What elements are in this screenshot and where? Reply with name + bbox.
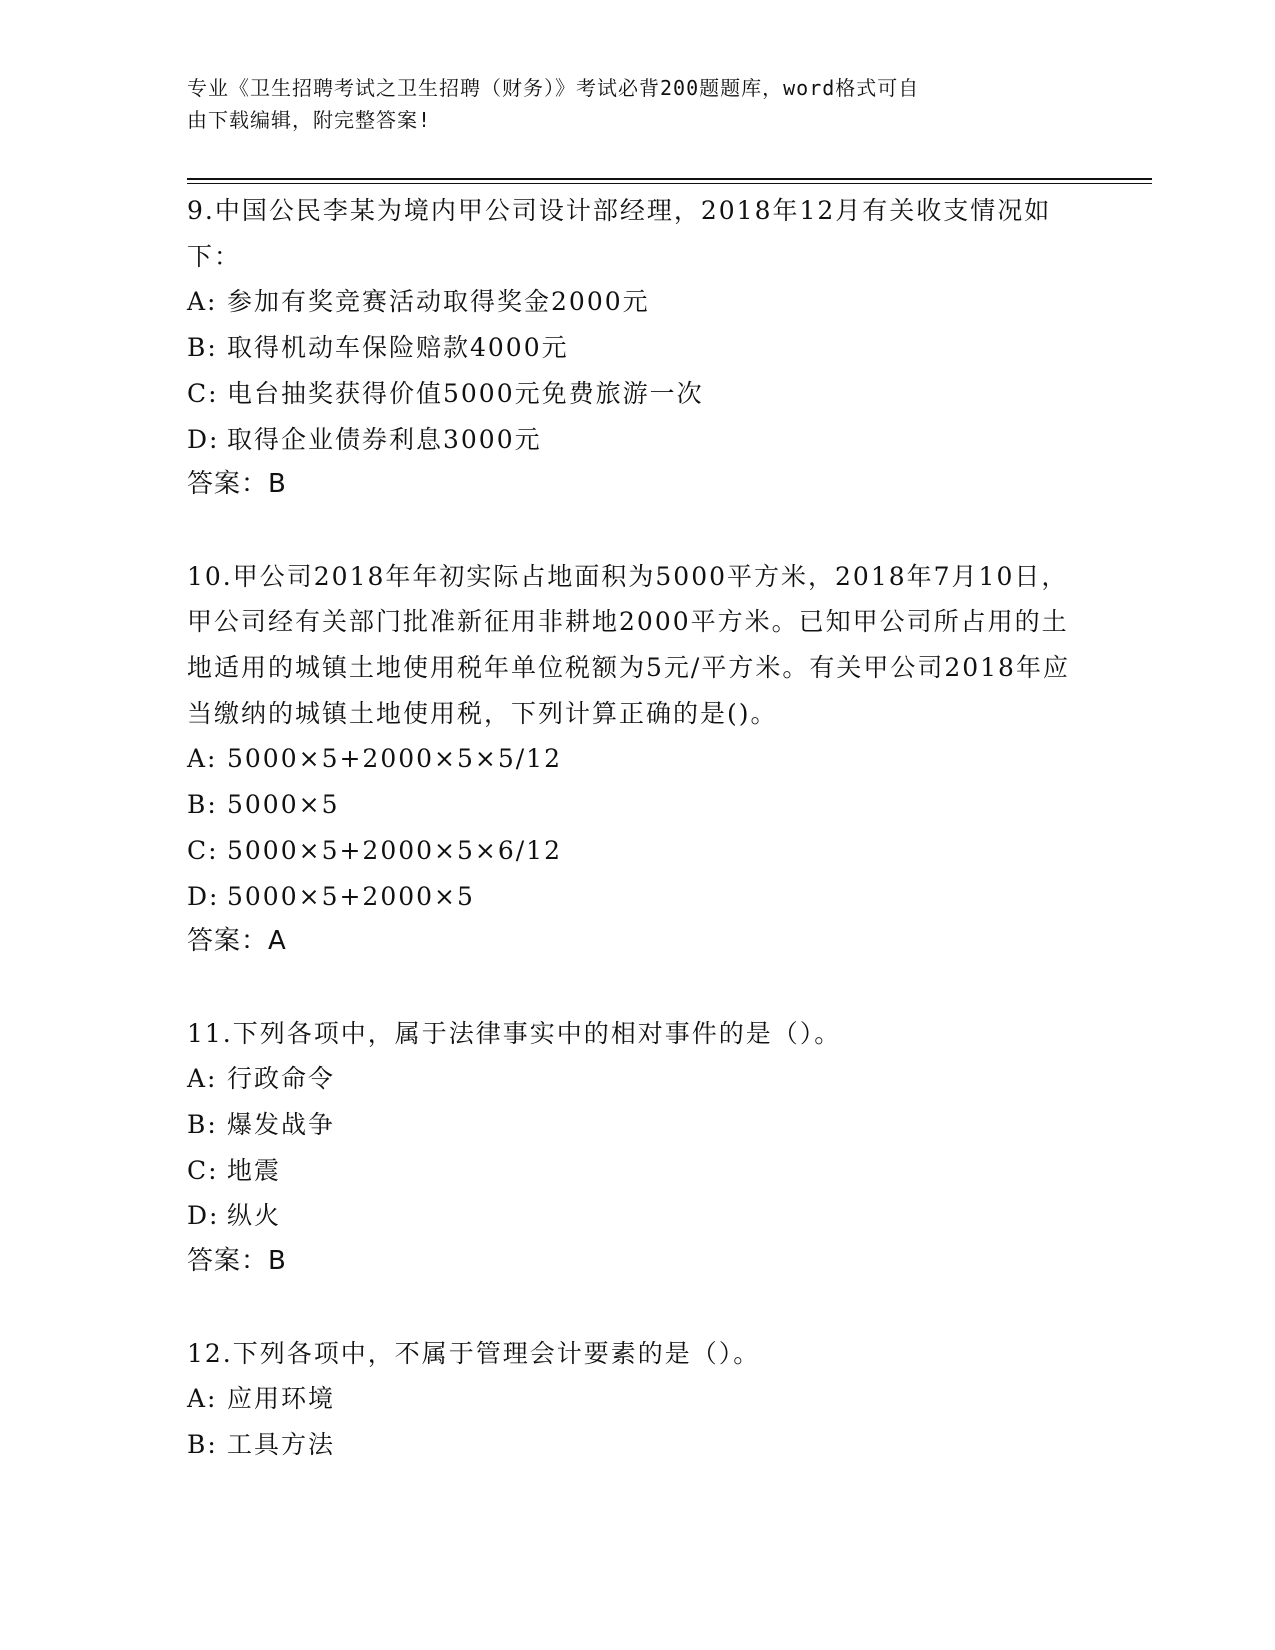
question-stem: 10.甲公司2018年年初实际占地面积为5000平方米，2018年7月10日，甲公司经有关部门批准新征用非耕地2000平方米。已知甲公司所占用的土地适用的城镇土地使用税年单位税额为5元/平方米。有关甲公司2018年应当缴纳的城镇土地使用税，下列计算正确的是()。 (187, 561, 1070, 728)
question-list (187, 188, 1087, 1468)
option-text: 取得企业债券利息3000元 (227, 424, 542, 454)
option-text: 地震 (227, 1155, 282, 1185)
option-letter: D: (187, 424, 220, 454)
option-b (187, 1422, 1087, 1468)
option-text: 工具方法 (227, 1429, 336, 1459)
option-letter: B: (187, 1110, 218, 1140)
question-spacer (187, 965, 1087, 1011)
question-stem: 9.中国公民李某为境内甲公司设计部经理，2018年12月有关收支情况如下： (187, 196, 1052, 271)
option-a (187, 1376, 1087, 1422)
option-letter: A: (187, 287, 218, 317)
option-a (187, 279, 1087, 325)
header-title-line-1: 专业《卫生招聘考试之卫生招聘（财务）》考试必背200题题库，word格式可自 (187, 76, 920, 100)
option-c (187, 828, 1087, 874)
option-text: 电台抽奖获得价值5000元免费旅游一次 (227, 378, 704, 408)
option-text: 爆发战争 (227, 1110, 336, 1140)
option-b (187, 325, 1087, 371)
option-d (187, 874, 1087, 920)
option-text: 5000×5+2000×5×6/12 (227, 835, 562, 865)
option-letter: D: (187, 1201, 220, 1231)
option-a (187, 736, 1087, 782)
question-10 (187, 554, 1087, 965)
option-b (187, 782, 1087, 828)
option-text: 行政命令 (227, 1064, 336, 1094)
question-spacer (187, 1285, 1087, 1331)
question-12 (187, 1331, 1087, 1468)
option-letter: A: (187, 744, 218, 774)
question-stem: 11.下列各项中，属于法律事实中的相对事件的是（）。 (187, 1018, 842, 1048)
option-text: 5000×5+2000×5 (227, 881, 475, 911)
header-divider-thick (187, 178, 1152, 180)
option-b (187, 1102, 1087, 1148)
option-c (187, 371, 1087, 417)
option-a (187, 1056, 1087, 1102)
option-letter: A: (187, 1064, 218, 1094)
option-letter: C: (187, 1155, 219, 1185)
option-letter: D: (187, 881, 220, 911)
option-letter: B: (187, 333, 218, 363)
question-11 (187, 1011, 1087, 1285)
option-letter: C: (187, 378, 219, 408)
answer-line: 答案：B (187, 1246, 287, 1277)
option-d (187, 1193, 1087, 1239)
document-header (187, 72, 1067, 136)
option-text: 取得机动车保险赔款4000元 (227, 333, 569, 363)
option-text: 5000×5+2000×5×5/12 (227, 744, 562, 774)
answer-line: 答案：A (187, 926, 287, 957)
option-text: 参加有奖竞赛活动取得奖金2000元 (227, 287, 650, 317)
option-c (187, 1148, 1087, 1194)
question-9 (187, 188, 1087, 508)
option-text: 5000×5 (227, 790, 340, 820)
header-divider-thin (187, 183, 1152, 184)
option-d (187, 417, 1087, 463)
option-letter: B: (187, 790, 218, 820)
question-stem: 12.下列各项中，不属于管理会计要素的是（）。 (187, 1338, 761, 1368)
answer-line: 答案：B (187, 469, 287, 500)
header-title-line-2: 由下载编辑，附完整答案! (187, 108, 432, 132)
option-letter: B: (187, 1429, 218, 1459)
question-spacer (187, 508, 1087, 554)
option-letter: C: (187, 835, 219, 865)
option-letter: A: (187, 1384, 218, 1414)
option-text: 纵火 (227, 1201, 282, 1231)
option-text: 应用环境 (227, 1384, 336, 1414)
